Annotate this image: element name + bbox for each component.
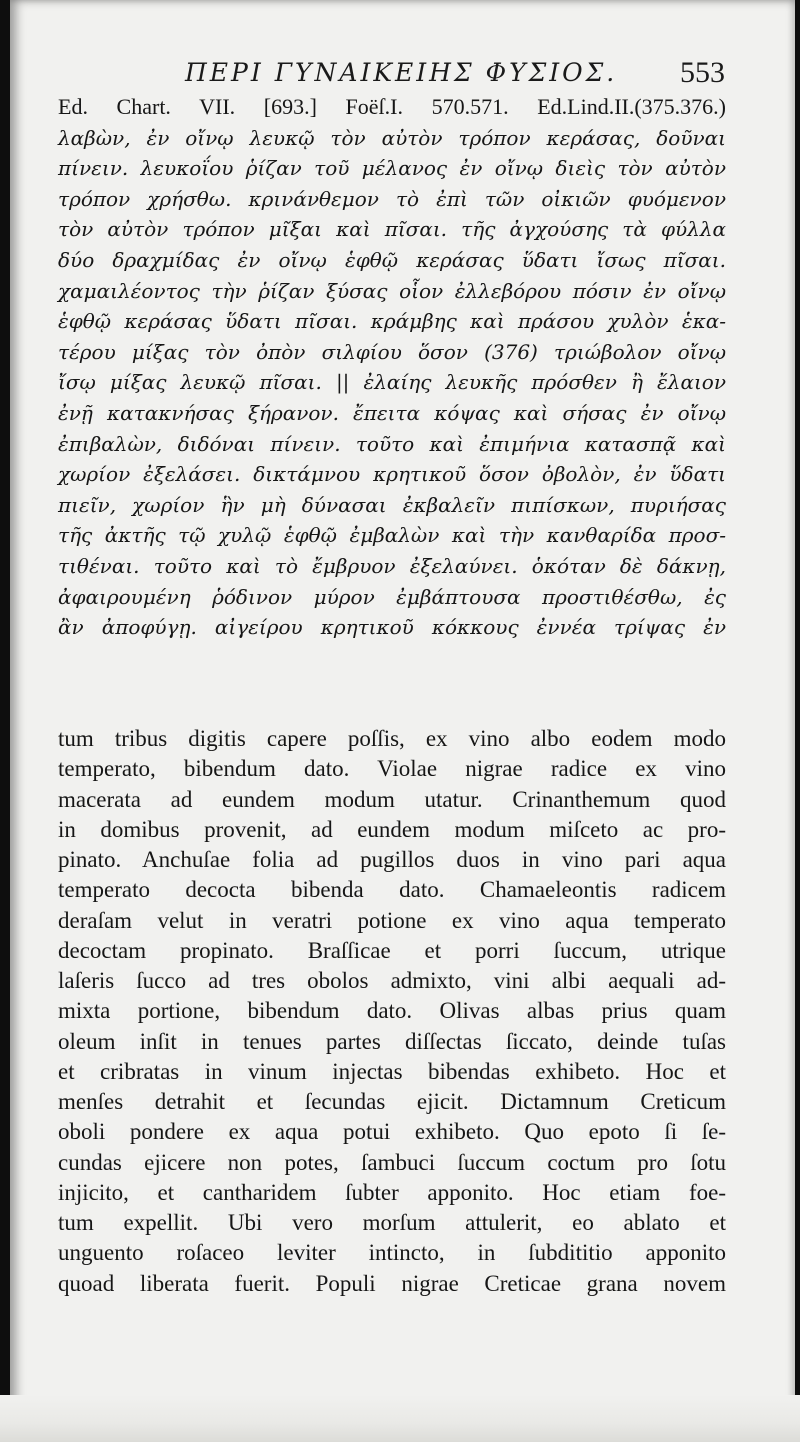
greek-text-line: πιεῖν, χωρίον ἣν μὴ δύνασαι ἐκβαλεῖν πιπίσκων, πυριήσας bbox=[58, 492, 726, 517]
latin-text-line: oleum inſit in tenues partes diſſectas ſiccato, deinde tuſas bbox=[58, 1028, 726, 1054]
latin-text-line: mixta portione, bibendum dato. Olivas albas prius quam bbox=[58, 998, 726, 1024]
latin-text-line: quoad liberata fuerit. Populi nigrae Creticae grana novem bbox=[58, 1270, 726, 1296]
greek-text-line: ἂν ἀποφύγῃ. αἰγείρου κρητικοῦ κόκκους ἐννέα τρίψας ἐν bbox=[58, 615, 726, 640]
greek-text-line: ἐπιβαλὼν, διδόναι πίνειν. τοῦτο καὶ ἐπιμήνια κατασπᾷ καὶ bbox=[58, 431, 726, 456]
latin-text-line: decoctam propinato. Braſſicae et porri ſuccum, utrique bbox=[58, 937, 726, 963]
latin-text-line: injicito, et cantharidem ſubter apponito. Hoc etiam foe- bbox=[58, 1179, 726, 1205]
page-bottom-edge bbox=[0, 1395, 800, 1442]
page-number: 553 bbox=[680, 56, 725, 89]
greek-text-line: τῆς ἀκτῆς τῷ χυλῷ ἑφθῷ ἐμβαλὼν καὶ τὴν κανθαρίδα προσ- bbox=[58, 523, 726, 548]
latin-text-line: temperato decocta bibenda dato. Chamaeleontis radicem bbox=[58, 877, 726, 903]
greek-text-line: χωρίον ἐξελάσει. δικτάμνου κρητικοῦ ὅσον ὀβολὸν, ἐν ὕδατι bbox=[58, 462, 726, 487]
greek-text-line: ἐνῇ κατακνήσας ξήρανον. ἔπειτα κόψας καὶ σήσας ἐν οἴνῳ bbox=[58, 400, 726, 425]
edition-reference-line: Ed. Chart. VII. [693.] Foëſ.I. 570.571. Ed.Lind.II.(375.376.) bbox=[58, 94, 726, 119]
greek-text-line: ἴσῳ μίξας λευκῷ πῖσαι. || ἐλαίης λευκῆς πρόσθεν ἢ ἔλαιον bbox=[58, 370, 726, 395]
greek-text-line: πίνειν. λευκοΐου ῥίζαν τοῦ μέλανος ἐν οἴνῳ διεὶς τὸν αὐτὸν bbox=[58, 156, 726, 181]
latin-text-line: macerata ad eundem modum utatur. Crinanthemum quod bbox=[58, 786, 726, 812]
latin-text-line: deraſam velut in veratri potione ex vino aqua temperato bbox=[58, 907, 726, 933]
latin-text-line: tum tribus digitis capere poſſis, ex vino albo eodem modo bbox=[58, 726, 726, 751]
greek-text-line: τέρου μίξας τὸν ὀπὸν σιλφίου ὅσον (376) τριώβολον οἴνῳ bbox=[58, 339, 726, 364]
latin-text-line: unguento roſaceo leviter intincto, in ſubdititio apponito bbox=[58, 1240, 726, 1266]
latin-text-line: temperato, bibendum dato. Violae nigrae radice ex vino bbox=[58, 756, 726, 782]
greek-text-line: δύο δραχμίδας ἐν οἴνῳ ἑφθῷ κεράσας ὕδατι ἴσως πῖσαι. bbox=[58, 247, 726, 272]
book-page bbox=[10, 0, 795, 1442]
page-header bbox=[185, 52, 725, 92]
greek-text-line: ἀφαιρουμένη ῥόδινον μύρον ἐμβάπτουσα προστιθέσθω, ἐς bbox=[58, 584, 726, 609]
latin-text-block bbox=[58, 724, 726, 1299]
latin-text-line: tum expellit. Ubi vero morſum attulerit, eo ablato et bbox=[58, 1210, 726, 1235]
latin-text-line: et cribratas in vinum injectas bibendas exhibeto. Hoc et bbox=[58, 1058, 726, 1084]
greek-text-line: ἑφθῷ κεράσας ὕδατι πῖσαι. κράμβης καὶ πράσου χυλὸν ἑκα- bbox=[58, 309, 726, 334]
greek-text-line: τιθέναι. τοῦτο καὶ τὸ ἔμβρυον ἐξελαύνει. ὁκόταν δὲ δάκνῃ, bbox=[58, 553, 726, 578]
greek-text-line: χαμαιλέοντος τὴν ῥίζαν ξύσας οἷον ἐλλεβόρου πόσιν ἐν οἴνῳ bbox=[58, 278, 726, 303]
greek-text-line: λαβὼν, ἐν οἴνῳ λευκῷ τὸν αὐτὸν τρόπον κεράσας, δοῦναι bbox=[58, 125, 726, 150]
greek-text-line: τὸν αὐτὸν τρόπον μῖξαι καὶ πῖσαι. τῆς ἀγχούσης τὰ φύλλα bbox=[58, 217, 726, 242]
latin-text-line: oboli pondere ex aqua potui exhibeto. Quo epoto ſi ſe- bbox=[58, 1119, 726, 1145]
greek-text-block bbox=[58, 92, 726, 643]
latin-text-line: cundas ejicere non potes, ſambuci ſuccum coctum pro ſotu bbox=[58, 1149, 726, 1175]
running-title: ΠΕΡΙ ΓΥΝΑΙΚΕΙΗΣ ΦΥΣΙΟΣ. bbox=[185, 58, 618, 87]
latin-text-line: laſeris ſucco ad tres obolos admixto, vini albi aequali ad- bbox=[58, 968, 726, 993]
latin-text-line: pinato. Anchuſae folia ad pugillos duos in vino pari aqua bbox=[58, 847, 726, 872]
latin-text-line: in domibus provenit, ad eundem modum miſceto ac pro- bbox=[58, 816, 726, 842]
latin-text-line: menſes detrahit et ſecundas ejicit. Dictamnum Creticum bbox=[58, 1089, 726, 1114]
greek-text-line: τρόπον χρήσθω. κρινάνθεμον τὸ ἐπὶ τῶν οἰκιῶν φυόμενον bbox=[58, 186, 726, 211]
